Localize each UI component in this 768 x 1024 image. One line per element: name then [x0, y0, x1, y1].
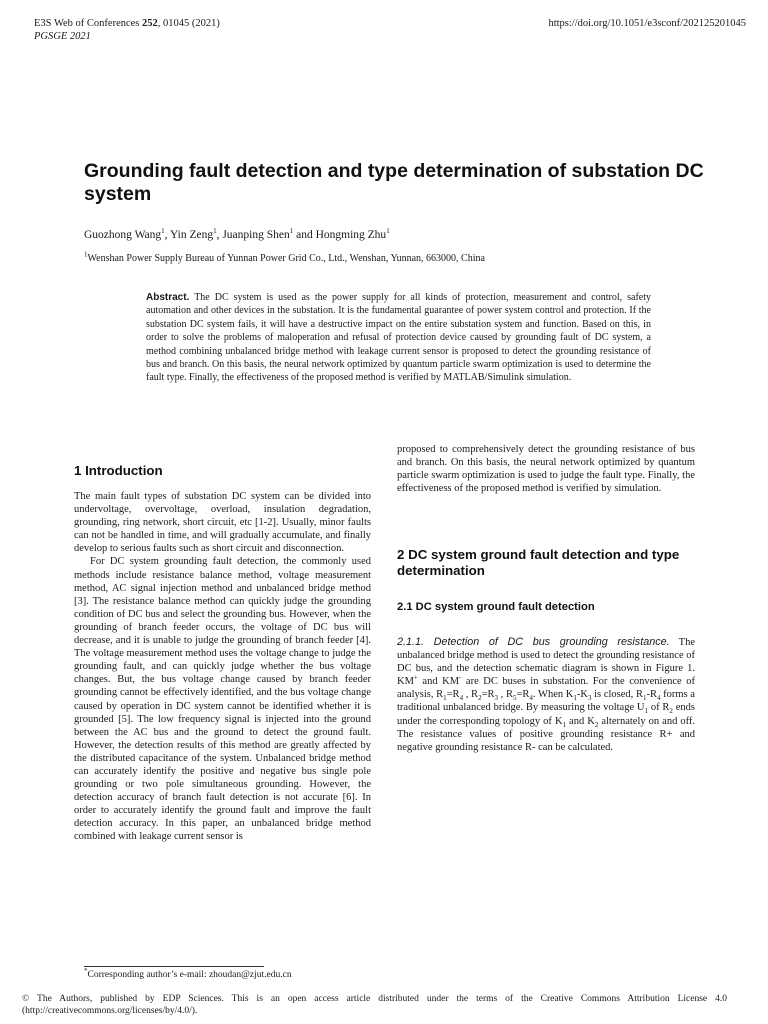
journal-citation: E3S Web of Conferences 252, 01045 (2021)	[34, 18, 220, 29]
introduction-continued	[397, 443, 695, 495]
subsection-heading-2-1: 2.1 DC system ground fault detection	[397, 601, 595, 613]
paragraph: 2.1.1. Detection of DC bus grounding resistance. The unbalanced bridge method is used to detect the grounding resistance of DC bus, and the detection schematic diagram is shown in Figure 1. KM+ and KM- are DC buses in substation. For the convenience of analysis, $R_1=R_4$ , $R_2=R_3$ , $R_5=R_4$. When $K_1-K_3$ is closed, $R_1-R_4$ forms a traditional unbalanced bridge. By measuring the voltage $U_1$ of $R_2$ ends under the corresponding topology of $K_1$ and $K_2$ alternately on and off. The resistance values of positive grounding resistance R+ and negative grounding resistance R- can be calculated.	[397, 636, 696, 753]
introduction-body	[74, 490, 371, 844]
subsubsection-heading: 2.1.1. Detection of DC bus grounding resistance.	[397, 636, 670, 648]
doi-link[interactable]: https://doi.org/10.1051/e3sconf/202125201045	[548, 18, 746, 29]
section-heading-2: 2 DC system ground fault detection and type determination	[397, 547, 680, 578]
corresponding-author-footnote: *Corresponding author’s e-mail: zhoudan@zjut.edu.cn	[84, 966, 292, 980]
section-2-1-1-body	[397, 636, 695, 754]
abstract	[146, 291, 651, 385]
running-header	[34, 17, 220, 43]
section-heading-introduction: 1 Introduction	[74, 463, 163, 478]
author-list: Guozhong Wang$^1$, Yin Zeng$^1$, Juanping Shen$^1$ and Hongming Zhu$^1$	[84, 227, 390, 241]
volume-number: 252	[142, 18, 158, 29]
paragraph: The main fault types of substation DC system can be divided into undervoltage, overvoltage, overload, insulation degradation, grounding, ring network, short circuit, etc [1-2]. Usually, minor faults can not be handled in time, and will gradually accumulate, and finally develop to serious faults such as short circuit and disconnection.	[74, 491, 371, 555]
affiliation: $^1$Wenshan Power Supply Bureau of Yunnan Power Grid Co., Ltd., Wenshan, Yunnan, 663000, China	[84, 250, 485, 264]
footnote-rule	[84, 966, 264, 967]
paper-title: Grounding fault detection and type determination of substation DC system	[84, 160, 704, 205]
paragraph: For DC system grounding fault detection, the commonly used methods include resistance balance method, voltage measurement method, AC signal injection method and unbalanced bridge method [3]. The resistance balance method can quickly judge the grounding condition of DC bus and select the grounding bus. However, when the grounding of branch feeder occurs, the voltage of DC bus will decrease, and it is unable to judge the grounding of branch feeder [4]. The voltage measurement method uses the voltage change to judge the grounding fault, and can quickly judge whether the bus voltage changes. But, the bus voltage change caused by branch feeder grounding cannot be effectively identified, and the bus voltage change caused by operation in DC system cannot be identified whether it is grounded [5]. The low frequency signal is injected into the ground between the AC bus and the ground to detect the ground fault. However, the detection results of this method are greatly affected by the distributed capacitance of the system. Unbalanced bridge method can accurately identify the positive and negative bus single pole grounding or two pole simultaneous grounding. However, the detection accuracy of branch fault detection is not accurate [6]. In order to accurately identify the ground fault and improve the fault detection accuracy. In this paper, an unbalanced bridge method combined with leakage current sensor is	[74, 556, 371, 843]
abstract-text: The DC system is used as the power supply for all kinds of protection, measurement and control, safety automation and other devices in the substation. It is the fundamental guarantee of power system control and protection. If the substation DC system fails, it will have a destructive impact on the entire substation system and function. Based on this, in order to solve the problems of maloperation and refusal of protection device caused by grounding fault of DC system, a method combining unbalanced bridge method with leakage current sensor is proposed to detect the grounding resistance of bus and branch. On this basis, the neural network optimized by quantum particle swarm optimization is used to determine the fault type. Finally, the effectiveness of the proposed method is verified by MATLAB/Simulink simulation.	[146, 292, 651, 384]
conference-name: PGSGE 2021	[34, 31, 91, 42]
abstract-label: Abstract.	[146, 292, 190, 303]
license-notice: © The Authors, published by EDP Sciences. This is an open access article distributed under the terms of the Creative Commons Attribution License 4.0 (http://creativecommons.org/licenses/by/4.0/).	[22, 994, 727, 1016]
paragraph: proposed to comprehensively detect the grounding resistance of bus and branch. On this basis, the neural network optimized by quantum particle swarm optimization is used to judge the fault type. Finally, the effectiveness of the proposed method is verified by simulation.	[397, 444, 695, 495]
